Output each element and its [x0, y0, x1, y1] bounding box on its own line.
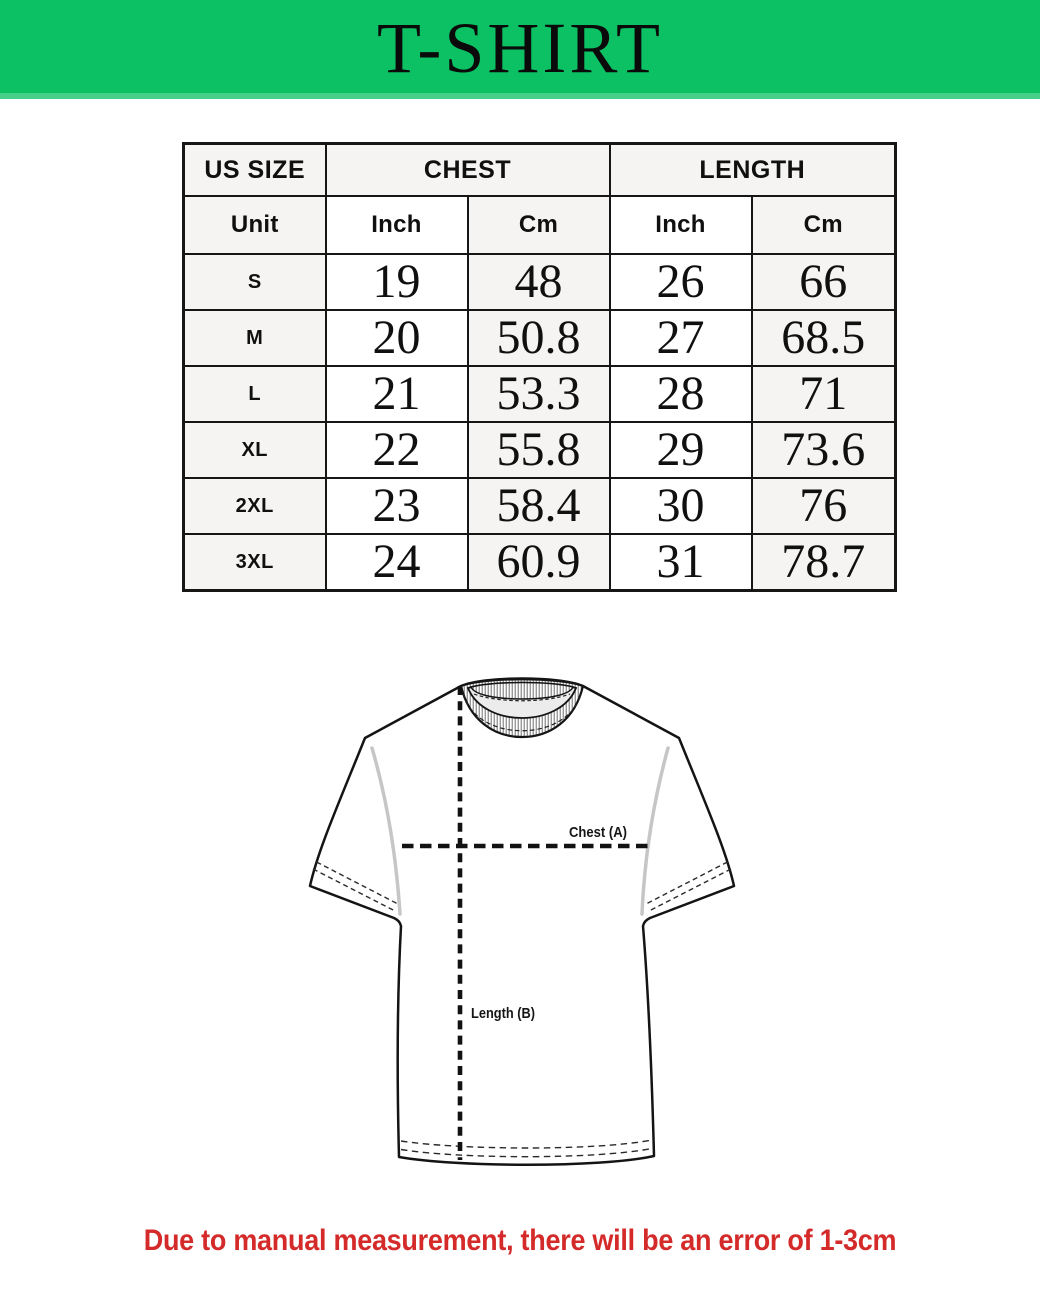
size-label: M [184, 310, 326, 366]
table-row-s [184, 254, 896, 310]
chest-cm-value: 50.8 [468, 310, 610, 366]
table-row-l [184, 366, 896, 422]
size-label: XL [184, 422, 326, 478]
size-label: S [184, 254, 326, 310]
length-inch-header: Inch [610, 196, 752, 254]
col-header-length: LENGTH [610, 144, 896, 197]
chest-inch-value: 24 [326, 534, 468, 591]
measurement-note: Due to manual measurement, there will be an error of 1-3cm [143, 1224, 897, 1257]
length-cm-value: 66 [752, 254, 896, 310]
length-label: Length (B) [471, 1005, 535, 1022]
chest-label: Chest (A) [569, 824, 627, 841]
length-cm-header: Cm [752, 196, 896, 254]
col-header-chest: CHEST [326, 144, 610, 197]
size-label: L [184, 366, 326, 422]
length-cm-value: 68.5 [752, 310, 896, 366]
length-inch-value: 31 [610, 534, 752, 591]
length-inch-value: 26 [610, 254, 752, 310]
table-row-m [184, 310, 896, 366]
table-group-header-row [184, 144, 896, 197]
chest-cm-value: 53.3 [468, 366, 610, 422]
chest-inch-value: 23 [326, 478, 468, 534]
chest-inch-value: 21 [326, 366, 468, 422]
table-row-3xl [184, 534, 896, 591]
table-unit-header-row [184, 196, 896, 254]
chest-inch-value: 19 [326, 254, 468, 310]
page-title: T-SHIRT [376, 8, 664, 88]
chest-inch-header: Inch [326, 196, 468, 254]
col-header-us-size: US SIZE [184, 144, 326, 197]
size-table [182, 142, 897, 592]
table-row-2xl [184, 478, 896, 534]
banner-edge [0, 93, 1040, 99]
chest-inch-value: 22 [326, 422, 468, 478]
chest-cm-header: Cm [468, 196, 610, 254]
tshirt-diagram [280, 650, 760, 1200]
banner [0, 0, 1040, 99]
chest-cm-value: 58.4 [468, 478, 610, 534]
length-cm-value: 78.7 [752, 534, 896, 591]
chest-cm-value: 60.9 [468, 534, 610, 591]
length-cm-value: 71 [752, 366, 896, 422]
length-inch-value: 28 [610, 366, 752, 422]
chest-cm-value: 48 [468, 254, 610, 310]
size-label: 3XL [184, 534, 326, 591]
chest-inch-value: 20 [326, 310, 468, 366]
length-cm-value: 76 [752, 478, 896, 534]
length-inch-value: 27 [610, 310, 752, 366]
length-inch-value: 29 [610, 422, 752, 478]
unit-header: Unit [184, 196, 326, 254]
table-row-xl [184, 422, 896, 478]
length-inch-value: 30 [610, 478, 752, 534]
length-cm-value: 73.6 [752, 422, 896, 478]
size-label: 2XL [184, 478, 326, 534]
chest-cm-value: 55.8 [468, 422, 610, 478]
